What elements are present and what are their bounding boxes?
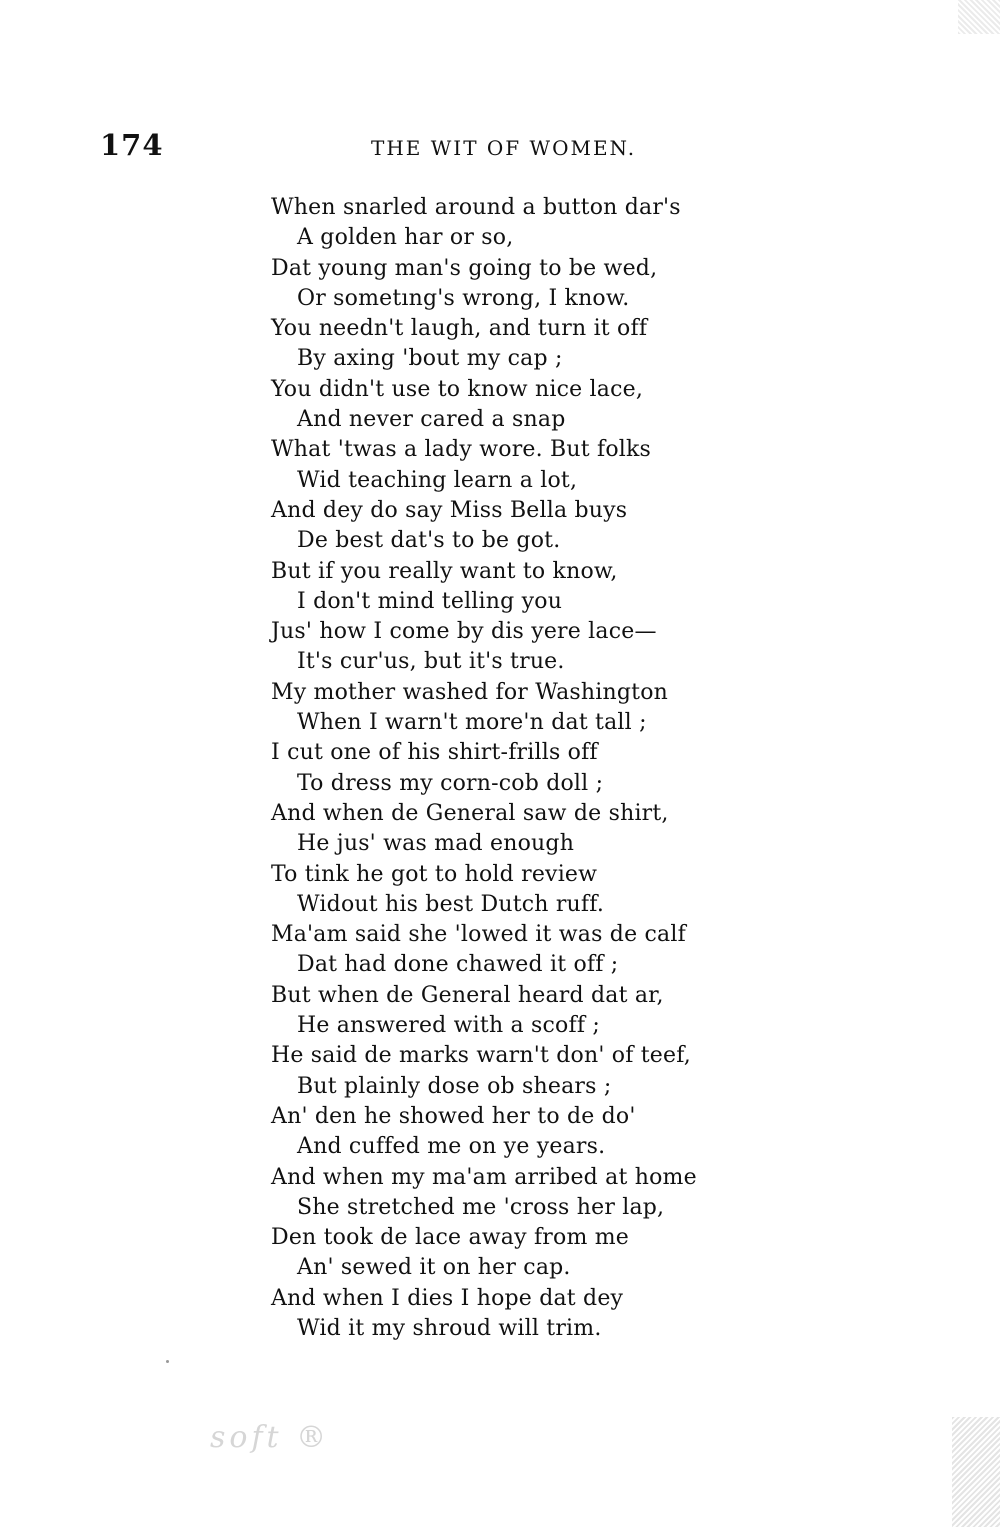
poem-line: And never cared a snap bbox=[297, 407, 566, 433]
poem-line: But when de General heard dat ar, bbox=[271, 982, 664, 1008]
poem-line: What 'twas a lady wore. But folks bbox=[271, 437, 652, 463]
poem-line: I cut one of his shirt-frills off bbox=[271, 740, 598, 766]
poem-line: He jus' was mad enough bbox=[297, 831, 575, 857]
scan-speck bbox=[166, 1360, 169, 1363]
poem-line: When I warn't more'n dat tall ; bbox=[297, 710, 647, 736]
poem-line: He answered with a scoff ; bbox=[297, 1013, 600, 1039]
poem-line: Dat had done chawed it off ; bbox=[297, 952, 619, 978]
poem-line: And dey do say Miss Bella buys bbox=[271, 497, 628, 523]
poem-line: Wid it my shroud will trim. bbox=[297, 1315, 602, 1341]
poem-body bbox=[271, 193, 791, 1344]
poem-line: Jus' how I come by dis yere lace— bbox=[271, 619, 657, 645]
poem-line: You needn't laugh, and turn it off bbox=[271, 316, 648, 342]
poem-line: It's cur'us, but it's true. bbox=[297, 649, 565, 675]
poem-line: Or sometıng's wrong, I know. bbox=[297, 285, 630, 311]
poem-line: You didn't use to know nice lace, bbox=[271, 376, 644, 402]
poem-line: But if you really want to know, bbox=[271, 558, 618, 584]
poem-line: Widout his best Dutch ruff. bbox=[297, 891, 605, 917]
poem-line: And cuffed me on ye years. bbox=[297, 1134, 606, 1160]
poem-line: She stretched me 'cross her lap, bbox=[297, 1194, 665, 1220]
poem-line: Ma'am said she 'lowed it was de calf bbox=[271, 922, 686, 948]
poem-line: My mother washed for Washington bbox=[271, 679, 669, 705]
poem-line: To tink he got to hold review bbox=[271, 861, 598, 887]
running-title: THE WIT OF WOMEN. bbox=[371, 136, 637, 160]
scan-edge-speckle-bottom bbox=[952, 1417, 1000, 1527]
poem-line: He said de marks warn't don' of teef, bbox=[271, 1043, 691, 1069]
poem-line: An' den he showed her to de do' bbox=[271, 1103, 636, 1129]
poem-line: Wid teaching learn a lot, bbox=[297, 467, 578, 493]
poem-line: And when de General saw de shirt, bbox=[271, 800, 669, 826]
poem-line: When snarled around a button dar's bbox=[271, 195, 681, 220]
poem-line: By axing 'bout my cap ; bbox=[297, 346, 563, 372]
poem-line: But plainly dose ob shears ; bbox=[297, 1073, 612, 1099]
scan-edge-speckle-top bbox=[958, 0, 1000, 34]
poem-line: Den took de lace away from me bbox=[271, 1225, 629, 1251]
page-number: 174 bbox=[100, 128, 164, 162]
poem-line: And when my ma'am arribed at home bbox=[271, 1164, 697, 1190]
poem-line: De best dat's to be got. bbox=[297, 528, 561, 554]
footer-watermark: soft ® bbox=[210, 1420, 331, 1455]
poem-line: Dat young man's going to be wed, bbox=[271, 255, 658, 281]
poem-line: To dress my corn-cob doll ; bbox=[297, 770, 604, 796]
poem-line: I don't mind telling you bbox=[297, 588, 563, 614]
poem-line: A golden har or so, bbox=[297, 225, 514, 251]
poem-line: And when I dies I hope dat dey bbox=[271, 1285, 624, 1311]
poem-line: An' sewed it on her cap. bbox=[297, 1255, 571, 1281]
